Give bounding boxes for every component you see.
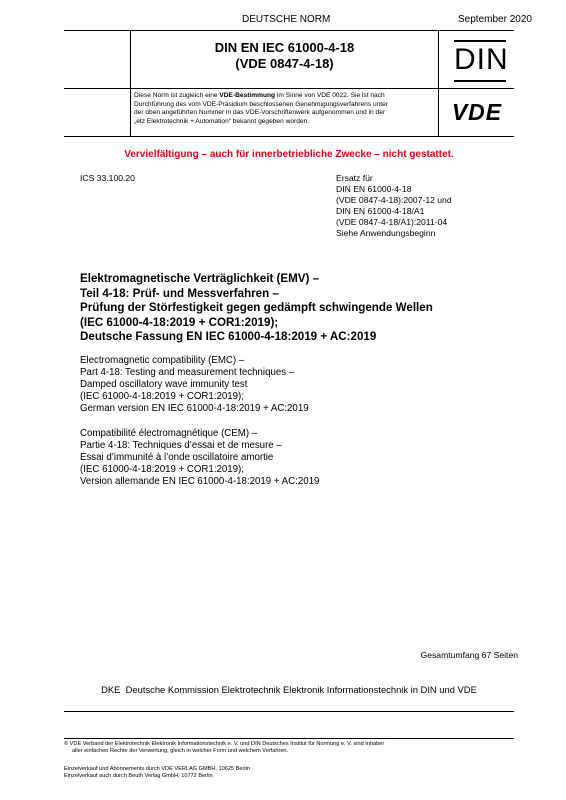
ics-code: ICS 33.100.20: [80, 173, 135, 183]
commission-name: Deutsche Kommission Elektrotechnik Elektronik Informationstechnik in DIN und VDE: [125, 684, 477, 695]
notice-text-end: im Sinne von VDE 0022. Sie ist nach: [275, 92, 385, 99]
title-french-line: (IEC 61000-4-18:2019 + COR1:2019);: [80, 464, 244, 475]
title-french-line: Partie 4-18: Techniques d’essai et de mesure –: [80, 440, 282, 451]
title-french-line: Version allemande EN IEC 61000-4-18:2019 + AC:2019: [80, 476, 320, 487]
replacement-line: (VDE 0847-4-18):2007-12 und: [336, 195, 452, 205]
vde-logo: VDE: [451, 99, 503, 125]
sales-info: [64, 766, 250, 781]
vde-classification: (VDE 0847-4-18): [235, 56, 334, 71]
title-german-line: Prüfung der Störfestigkeit gegen gedämpft schwingende Wellen: [80, 301, 433, 315]
notice-line: der oben angeführten Nummer in das VDE-Vorschriftenwerk aufgenommen und in der: [134, 109, 386, 117]
title-english-line: Electromagnetic compatibility (EMC) –: [80, 355, 245, 366]
title-english-line: German version EN IEC 61000-4-18:2019 + AC:2019: [80, 403, 309, 414]
title-english-line: Part 4-18: Testing and measurement techniques –: [80, 367, 295, 378]
header-middle-rule: [64, 88, 514, 89]
replacement-line: DIN EN 61000-4-18: [336, 184, 412, 194]
copyright-line: © VDE Verband der Elektrotechnik Elektronik Informationstechnik e. V. und DIN Deutsches Institut für Normung e. V. sind Inhaber: [64, 741, 385, 747]
sales-line: Einzelverkauf auch durch Beuth Verlag GmbH, 10772 Berlin: [64, 773, 213, 780]
title-german-line: Elektromagnetische Verträglichkeit (EMV) –: [80, 272, 320, 285]
title-english-line: (IEC 61000-4-18:2019 + COR1:2019);: [80, 391, 244, 402]
sales-line: Einzelverkauf und Abonnements durch VDE VERLAG GMBH, 10625 Berlin: [64, 766, 250, 772]
commission-abbr: DKE: [101, 684, 121, 695]
standard-number: DIN EN IEC 61000-4-18: [214, 40, 355, 55]
replacement-line: DIN EN 61000-4-18/A1: [336, 206, 425, 216]
footer-middle-rule: [64, 738, 514, 739]
notice-bold-term: VDE-Bestimmung: [219, 92, 276, 99]
notice-text-start: Diese Norm ist zugleich eine: [134, 92, 220, 99]
title-french: [80, 428, 319, 488]
standard-designation: [131, 40, 438, 72]
header-top-rule: [64, 30, 514, 31]
title-german: [80, 272, 433, 345]
notice-line: „etz Elektrotechnik + Automation“ bekannt gegeben worden.: [134, 117, 310, 125]
issue-date: September 2020: [458, 14, 532, 25]
title-german-line: Teil 4-18: Prüf- und Messverfahren –: [80, 286, 279, 300]
standard-type-label: DEUTSCHE NORM: [242, 14, 331, 25]
reproduction-notice: Vervielfältigung – auch für innerbetriebliche Zwecke – nicht gestattet.: [124, 149, 454, 160]
title-english-line: Damped oscillatory wave immunity test: [80, 379, 248, 390]
title-english: [80, 355, 309, 415]
commission-line: [64, 684, 514, 695]
notice-line: Durchführung des vom VDE-Präsidium beschlossenen Genehmigungsverfahrens unter: [134, 100, 388, 108]
replacement-line: Ersatz für: [336, 173, 373, 183]
total-pages: Gesamtumfang 67 Seiten: [420, 650, 518, 660]
header-right-divider: [438, 30, 439, 137]
header-bottom-rule: [64, 136, 514, 137]
replacement-line: (VDE 0847-4-18/A1):2011-04: [336, 217, 448, 227]
din-logo-text: DIN: [454, 43, 509, 76]
title-french-line: Compatibilité électromagnétique (CEM) –: [80, 428, 258, 439]
title-german-line: Deutsche Fassung EN IEC 61000-4-18:2019 + AC:2019: [80, 330, 377, 344]
title-german-line: (IEC 61000-4-18:2019 + COR1:2019);: [80, 315, 279, 329]
din-logo: [454, 40, 509, 82]
copyright-notice: [64, 741, 524, 756]
copyright-line: aller einfachen Rechte der Verwertung, gleich in welcher Form und welchem Verfahren.: [72, 748, 289, 755]
vde-notice: [134, 92, 436, 126]
replacement-info: [336, 173, 452, 239]
title-french-line: Essai d’immunité à l’onde oscillatoire amortie: [80, 452, 274, 463]
footer-top-rule: [64, 711, 514, 712]
replacement-line: Siehe Anwendungsbeginn: [336, 228, 436, 238]
